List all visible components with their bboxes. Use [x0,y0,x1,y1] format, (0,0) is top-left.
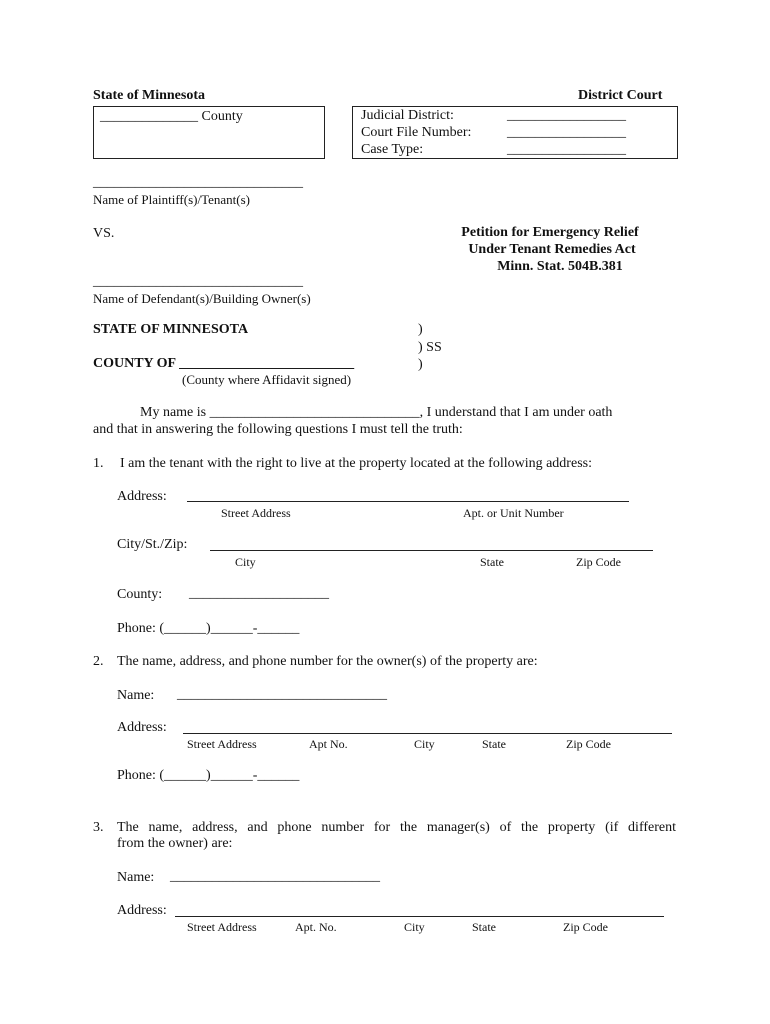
q2-name-label: Name: [117,688,155,703]
q1-text: I am the tenant with the right to live at the property located at the following address: [120,456,592,471]
q3-text-line-1: The name, address, and phone number for the manager(s) of the property (if different [117,820,676,835]
q3-state-caption: State [472,920,496,934]
venue-county-field[interactable]: COUNTY OF _________________________ [93,356,355,371]
defendant-label: Name of Defendant(s)/Building Owner(s) [93,291,311,306]
q1-number: 1. [93,456,104,471]
q1-citystzip-label: City/St./Zip: [117,537,188,552]
q3-zip-caption: Zip Code [563,920,608,934]
q3-address-label: Address: [117,903,167,918]
case-info-box [352,106,678,159]
judicial-district-label: Judicial District: [361,108,454,123]
q3-address-field[interactable] [175,916,664,917]
q1-citystzip-field[interactable] [210,550,653,551]
venue-state: STATE OF MINNESOTA [93,322,249,337]
county-field[interactable]: ______________ County [100,109,243,124]
q2-state-caption: State [482,737,506,751]
q3-number: 3. [93,820,104,835]
q1-street-caption: Street Address [221,506,291,520]
q2-text: The name, address, and phone number for the owner(s) of the property are: [117,654,538,669]
case-type-field[interactable]: _________________ [507,142,626,157]
q1-phone-field[interactable]: Phone: (______)______-______ [117,621,300,636]
q2-apt-caption: Apt No. [309,737,348,751]
q2-number: 2. [93,654,104,669]
q1-zip-caption: Zip Code [576,555,621,569]
q1-state-caption: State [480,555,504,569]
q1-address-label: Address: [117,489,167,504]
court-file-number-label: Court File Number: [361,125,472,140]
q2-name-field[interactable]: ______________________________ [177,687,387,702]
q2-zip-caption: Zip Code [566,737,611,751]
q3-street-caption: Street Address [187,920,257,934]
q1-city-caption: City [235,555,256,569]
petition-title-line2: Under Tenant Remedies Act [468,242,636,257]
q3-name-field[interactable]: ______________________________ [170,869,380,884]
court-heading: District Court [578,88,663,103]
q2-address-field[interactable] [183,733,672,734]
plaintiff-label: Name of Plaintiff(s)/Tenant(s) [93,192,250,207]
oath-line-2: and that in answering the following questions I must tell the truth: [93,422,463,437]
plaintiff-name-field[interactable]: ______________________________ [93,175,303,190]
judicial-district-field[interactable]: _________________ [507,108,626,123]
petition-title-line1: Petition for Emergency Relief [461,225,639,240]
venue-county-note: (County where Affidavit signed) [182,372,352,387]
court-file-number-field[interactable]: _________________ [507,125,626,140]
q2-city-caption: City [414,737,435,751]
venue-paren-1: ) [418,322,423,337]
county-box [93,106,325,159]
q3-name-label: Name: [117,870,155,885]
q1-county-label: County: [117,587,163,602]
versus-label: VS. [93,226,115,241]
q3-city-caption: City [404,920,425,934]
case-type-label: Case Type: [361,142,424,157]
defendant-name-field[interactable]: ______________________________ [93,274,303,289]
q2-phone-field[interactable]: Phone: (______)______-______ [117,768,300,783]
venue-paren-3: ) [418,357,423,372]
q3-text-line-2: from the owner) are: [117,836,233,851]
oath-line-1[interactable]: My name is ______________________________, I understand that I am under oath [140,405,613,420]
state-heading: State of Minnesota [93,88,205,103]
q1-county-field[interactable]: ____________________ [189,586,329,601]
q1-address-field[interactable] [187,501,629,502]
q3-apt-caption: Apt. No. [295,920,337,934]
q2-address-label: Address: [117,720,167,735]
q1-apt-caption: Apt. or Unit Number [463,506,564,520]
venue-paren-ss: ) SS [418,340,442,355]
petition-title-line3: Minn. Stat. 504B.381 [497,259,623,274]
q2-street-caption: Street Address [187,737,257,751]
